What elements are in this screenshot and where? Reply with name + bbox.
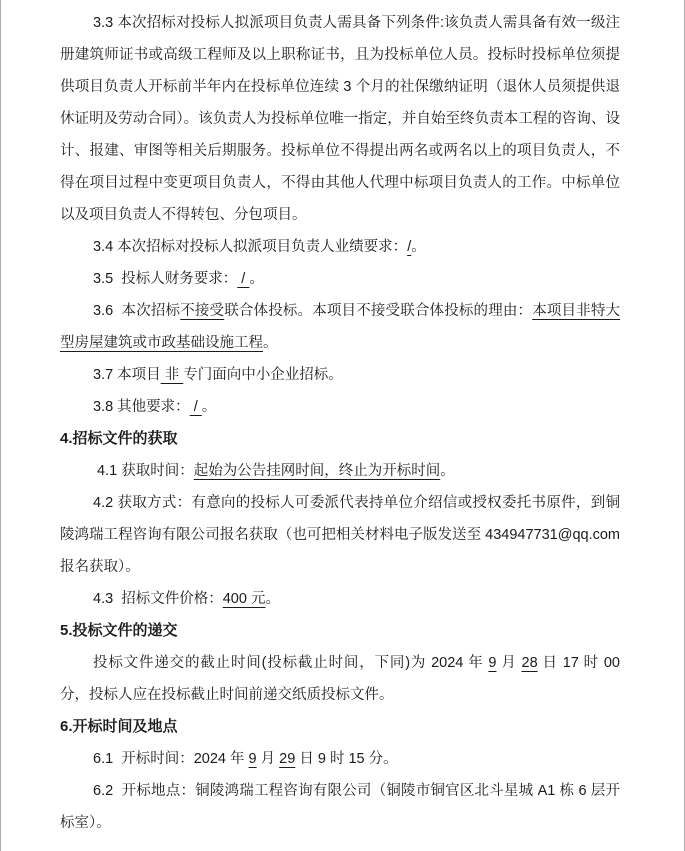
text-run: 日 17 时 00 分，投标人应在投标截止时间前递交纸质投标文件。: [60, 655, 621, 703]
text-run: 月: [496, 655, 522, 671]
text-run: 4.2 获取方式：有意向的投标人可委派代表持单位介绍信或授权委托书原件，到铜陵鸿瑞工程咨询有限公司报名获取（也可把相关材料电子版发送至 434947731@qq.com 报名获取）。: [60, 495, 620, 575]
text-run: 。: [249, 271, 264, 287]
text-run: 4.3 招标文件价格：: [93, 591, 223, 607]
text-run: 6.1 开标时间：2024 年: [93, 751, 249, 767]
section-6-heading: [60, 711, 620, 743]
underlined-text: 28: [521, 655, 538, 671]
text-run: 。: [411, 239, 426, 255]
underlined-text: 29: [279, 751, 296, 767]
text-run: 4.招标文件的获取: [60, 430, 178, 447]
text-run: 。: [265, 591, 280, 607]
text-run: 3.7 本项目: [93, 367, 161, 383]
clause-3-3: [60, 7, 620, 231]
clause-4-2: [60, 487, 620, 583]
clause-3-7: [60, 359, 620, 391]
underlined-text: /: [189, 399, 202, 415]
text-run: 6.开标时间及地点: [60, 718, 178, 735]
text-run: 日 9 时 15 分。: [295, 751, 398, 767]
text-run: 3.4 本次招标对投标人拟派项目负责人业绩要求：: [93, 239, 408, 255]
text-run: 3.8 其他要求：: [93, 399, 190, 415]
text-run: 。: [201, 399, 217, 415]
clause-6-1: [60, 743, 620, 775]
text-run: 专门面向中小企业招标。: [183, 367, 343, 383]
underlined-text: 起始为公告挂网时间，终止为开标时间: [193, 463, 441, 479]
underlined-text: 9: [488, 655, 497, 671]
clause-5-body: [60, 647, 620, 711]
clause-3-6: [60, 295, 620, 359]
underlined-text: /: [237, 271, 250, 287]
underlined-text: 9: [248, 751, 257, 767]
text-run: 投标文件递交的截止时间(投标截止时间，下同)为 2024 年: [93, 655, 489, 671]
underlined-text: /: [407, 239, 412, 255]
text-run: 4.1 获取时间：: [93, 463, 194, 479]
clause-4-1: [60, 455, 620, 487]
clause-3-8: [60, 391, 620, 423]
document-page: [1, 0, 684, 839]
text-run: 月: [256, 751, 280, 767]
document-content: [1, 0, 684, 839]
underlined-text: 非: [160, 367, 184, 383]
section-4-heading: [60, 423, 620, 455]
text-run: 。: [440, 463, 455, 479]
text-run: 3.3 本次招标对投标人拟派项目负责人需具备下列条件:该负责人需具备有效一级注册建筑师证书或高级工程师及以上职称证书，且为投标单位人员。投标时投标单位须提供项目负责人开标前半年内在投标单位连续 3 个月的社保缴纳证明（退休人员须提供退休证明及劳动合同）。该负责人为投标单位唯一指定，并自始至终负责本工程的咨询、设计、报建、审图等相关后期服务。投标单位不得提出两名或两名以上的项目负责人，不得在项目过程中变更项目负责人，不得由其他人代理中标项目负责人的工作。中标单位以及项目负责人不得转包、分包项目。: [60, 15, 620, 223]
underlined-text: 不接受: [180, 303, 225, 319]
underlined-text: 本项目非特大型房屋建筑或市政基础设施工程: [60, 303, 621, 351]
text-run: 联合体投标。本项目不接受联合体投标的理由：: [224, 303, 533, 319]
section-5-heading: [60, 615, 620, 647]
text-run: 3.6 本次招标: [93, 303, 181, 319]
text-run: 6.2 开标地点：铜陵鸿瑞工程咨询有限公司（铜陵市铜官区北斗星城 A1 栋 6 层开标室）。: [60, 783, 620, 831]
clause-6-2: [60, 775, 620, 839]
text-run: 。: [263, 335, 278, 351]
underlined-text: 400 元: [222, 591, 266, 607]
text-run: 5.投标文件的递交: [60, 622, 178, 639]
clause-4-3: [60, 583, 620, 615]
clause-3-5: [60, 263, 620, 295]
clause-3-4: [60, 231, 620, 263]
text-run: 3.5 投标人财务要求：: [93, 271, 238, 287]
